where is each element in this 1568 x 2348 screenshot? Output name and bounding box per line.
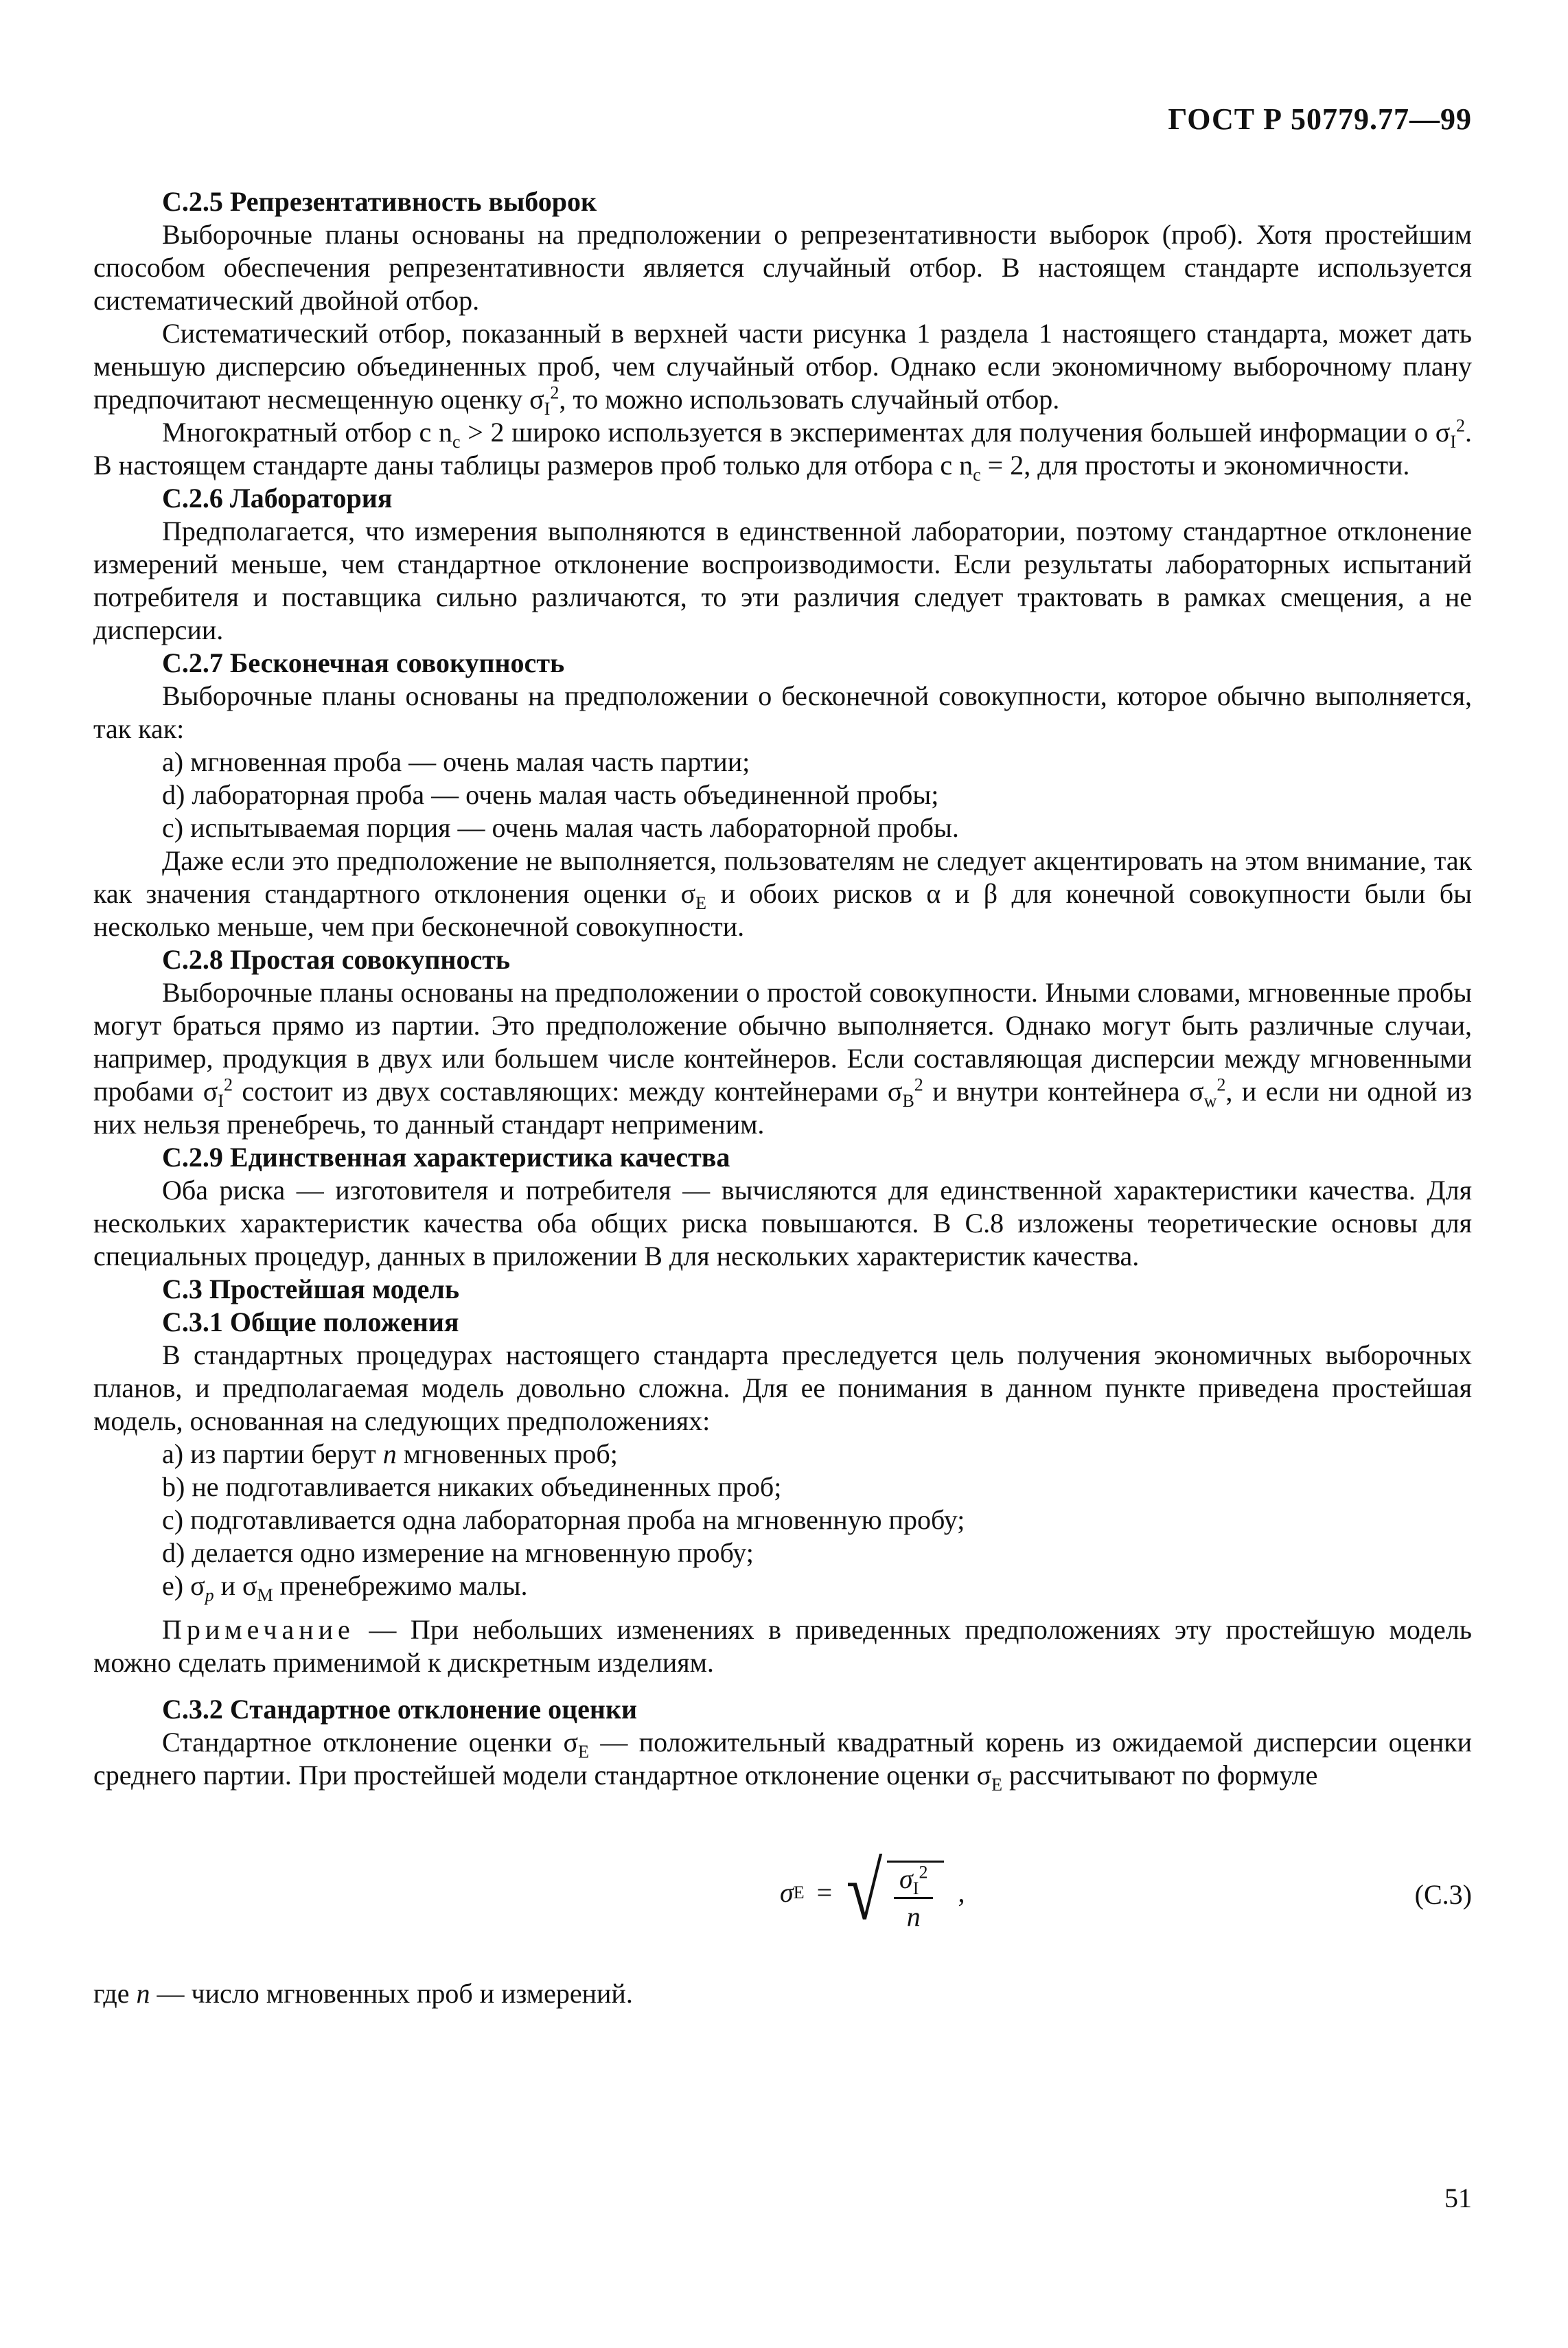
- list-item: а) из партии берут n мгновенных проб;: [162, 1438, 618, 1469]
- list-item: d) лабораторная проба — очень малая часть объединенной пробы;: [162, 779, 939, 810]
- section-title-c225: С.2.5 Репрезентативность выборок: [162, 186, 597, 217]
- list-item: а) мгновенная проба — очень малая часть партии;: [162, 746, 750, 777]
- section-title-c229: С.2.9 Единственная характеристика качества: [162, 1142, 730, 1173]
- section-title-c227: С.2.7 Бесконечная совокупность: [162, 647, 565, 678]
- paragraph: Предполагается, что измерения выполняются в единственной лаборатории, поэтому стандартное отклонение измерений меньше, чем стандартное отклонение воспроизводимости. Если результаты лабораторных испытаний потребителя и поставщика сильно различаются, то эти различия следует трактовать в рамках смещения, а не дисперсии.: [93, 516, 1472, 645]
- section-title-c226: С.2.6 Лаборатория: [162, 483, 393, 514]
- note: Примечание — При небольших изменениях в приведенных предположениях эту простейшую модель можно сделать применимой к дискретным изделиям.: [93, 1614, 1473, 1678]
- paragraph: Оба риска — изготовителя и потребителя — вычисляются для единственной характеристики качества. Для нескольких характеристик качества оба общих риска повышаются. В С.8 изложены теоретические основы для специальных процедур, данных в приложении В для нескольких характеристик качества.: [93, 1175, 1472, 1271]
- fraction-numerator: $\sigma_I^2$: [894, 1863, 933, 1899]
- section-title-c228: С.2.8 Простая совокупность: [162, 944, 510, 975]
- formula-expression: σ E = √ $\frac{\sigma_I^2}{n}$ ,: [780, 1845, 965, 1937]
- paragraph: Стандартное отклонение оценки $\sigma_E$ — положительный квадратный корень из ожидаемой дисперсии оценки среднего партии. При простейшей модели стандартное отклонение оценки $\sigma_E$ рассчитывают по формуле: [93, 1727, 1473, 1795]
- list-item: с) испытываемая порция — очень малая часть лабораторной пробы.: [162, 812, 959, 843]
- document-header: ГОСТ Р 50779.77—99: [1168, 102, 1472, 136]
- list-item: с) подготавливается одна лабораторная проба на мгновенную пробу;: [162, 1504, 965, 1535]
- paragraph: Выборочные планы основаны на предположении о репрезентативности выборок (проб). Хотя простейшим способом обеспечения репрезентативности является случайный отбор. В настоящем стандарте используется систематический двойной отбор.: [93, 219, 1472, 316]
- page-number: 51: [1444, 2183, 1472, 2213]
- paragraph: Даже если это предположение не выполняется, пользователям не следует акцентировать на этом внимание, так как значения стандартного отклонения оценки $\sigma_E$ и обоих рисков α и β для конечной совокупности были бы несколько меньше, чем при бесконечной совокупности.: [93, 845, 1472, 942]
- document-body: [93, 185, 1472, 2010]
- note-label: Примечание: [162, 1614, 355, 1645]
- paragraph: Выборочные планы основаны на предположении о простой совокупности. Иными словами, мгновенные пробы могут браться прямо из партии. Это предположение обычно выполняется. Однако могут быть различные случаи, например, продукция в двух или большем числе контейнеров. Если составляющая дисперсии между мгновенными пробами $\sigma_I^2$ состоит из двух составляющих: между контейнерами $\sigma_B^2$ и внутри контейнера $\sigma_w^2$, и если ни одной из них нельзя пренебречь, то данный стандарт неприменим.: [93, 977, 1473, 1140]
- section-title-c32: С.3.2 Стандартное отклонение оценки: [162, 1694, 638, 1725]
- paragraph: Систематический отбор, показанный в верхней части рисунка 1 раздела 1 настоящего стандарта, может дать меньшую дисперсию объединенных проб, чем случайный отбор. Однако если экономичному выборочному плану предпочитают несмещенную оценку $\sigma_I^2$, то можно использовать случайный отбор.: [93, 318, 1472, 419]
- list-item: е) $\sigma_p$ и $\sigma_M$ пренебрежимо малы.: [162, 1570, 528, 1605]
- paragraph: где n — число мгновенных проб и измерений.: [93, 1978, 633, 2009]
- square-root: √ $\frac{\sigma_I^2}{n}$: [842, 1854, 944, 1932]
- formula-number: (С.3): [1414, 1879, 1472, 1910]
- formula-c3: [93, 1847, 1472, 1964]
- list-item: b) не подготавливается никаких объединенных проб;: [162, 1471, 782, 1502]
- fraction-denominator: n: [906, 1901, 921, 1932]
- paragraph: В стандартных процедурах настоящего стандарта преследуется цель получения экономичных выборочных планов, и предполагаемая модель довольно сложна. Для ее понимания в данном пункте приведена простейшая модель, основанная на следующих предположениях:: [93, 1339, 1472, 1436]
- section-title-c3: С.3 Простейшая модель: [162, 1274, 460, 1304]
- section-title-c31: С.3.1 Общие положения: [162, 1307, 459, 1337]
- list-item: d) делается одно измерение на мгновенную пробу;: [162, 1537, 754, 1568]
- paragraph: Многократный отбор с $n_c > 2$ широко используется в экспериментах для получения большей информации о $\sigma_I^2$. В настоящем стандарте даны таблицы размеров проб только для отбора с $n_c = 2$, для простоты и экономичности.: [93, 415, 1473, 485]
- paragraph: Выборочные планы основаны на предположении о бесконечной совокупности, которое обычно выполняется, так как:: [93, 680, 1472, 744]
